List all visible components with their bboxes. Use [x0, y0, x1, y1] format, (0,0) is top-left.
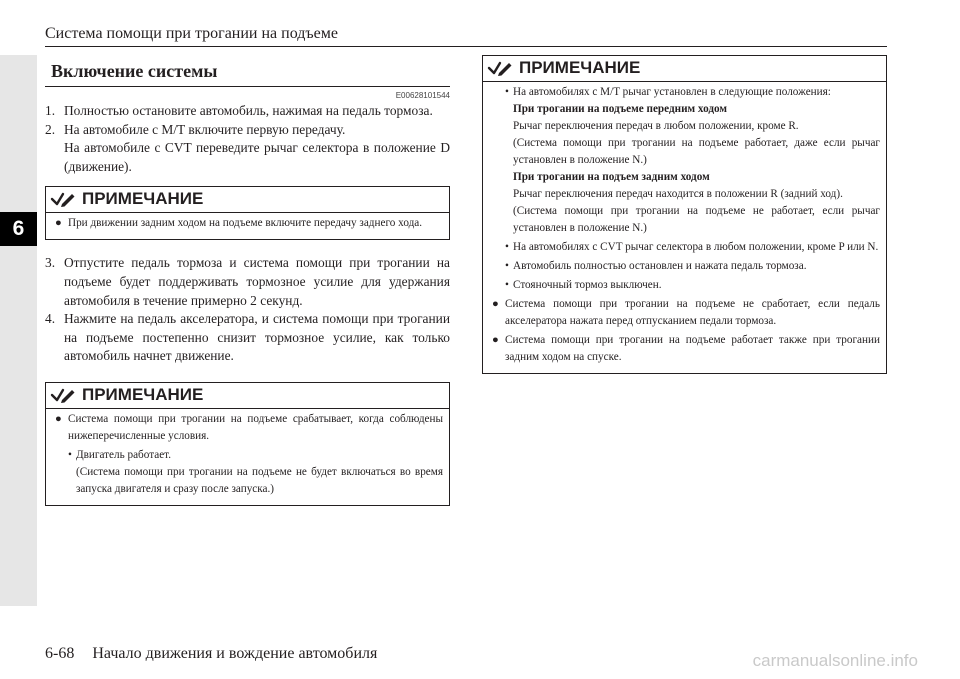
dot-icon: •: [68, 448, 72, 461]
note-label: ПРИМЕЧАНИЕ: [82, 189, 204, 209]
step-item: 3. Отпустите педаль тормоза и система помощи при трогании на подъеме будет поддерживать тормозное усилие для удержания автомобиля в течение примерно 2 секунд.: [45, 255, 450, 308]
step-item: 1. Полностью остановите автомобиль, нажимая на педаль тормоза.: [45, 103, 433, 118]
right-column: [482, 55, 887, 374]
bullet-icon: ●: [492, 334, 499, 346]
section-code: E00628101544: [395, 91, 450, 100]
bullet-icon: ●: [55, 412, 62, 425]
note-subitem: • Стояночный тормоз выключен.: [505, 277, 880, 294]
note-item: ● Система помощи при трогании на подъеме не сработает, если педаль акселератора нажата перед отпусканием педали тормоза.: [492, 296, 880, 330]
steps-list-2: [45, 254, 450, 366]
steps-list-1: [45, 102, 450, 176]
dot-icon: •: [505, 86, 509, 98]
note-subitem: • Автомобиль полностью остановлен и нажата педаль тормоза.: [505, 258, 880, 275]
note-item: ● При движении задним ходом на подъеме включите передачу заднего хода.: [55, 215, 443, 232]
note-subitem: • На автомобилях с M/T рычаг установлен в следующие положения: При трогании на подъеме передним ходом Рычаг переключения передач в любом положении, кроме R. (Система помощи при трогании на подъеме работает, даже если рычаг установлен в положение N.) При трогании на подъем задним ходом Рычаг переключения передач находится в положении R (задний ход). (Система помощи при трогании на подъеме не работает, если рычаг установлен в положение N.): [505, 84, 880, 237]
dot-icon: •: [505, 260, 509, 272]
dot-icon: •: [505, 241, 509, 253]
dot-icon: •: [505, 279, 509, 291]
note-subitem: • На автомобилях с CVT рычаг селектора в любом положении, кроме P или N.: [505, 239, 880, 256]
footer-chapter-title: Начало движения и вождение автомобиля: [92, 645, 378, 662]
running-header: Система помощи при трогании на подъеме: [45, 25, 338, 42]
watermark: carmanualsonline.info: [752, 651, 918, 670]
pencil-check-icon: [487, 60, 513, 76]
chapter-sidebar: [0, 55, 37, 606]
bullet-icon: ●: [55, 217, 62, 230]
left-column: [45, 55, 450, 506]
note-subitem: • Двигатель работает. (Система помощи при трогании на подъеме не будет включаться во время запуска двигателя и сразу после запуска.): [68, 447, 443, 498]
bullet-icon: ●: [492, 298, 499, 310]
chapter-tab: 6: [0, 212, 37, 246]
pencil-check-icon: [50, 191, 76, 207]
step-item: 2. На автомобиле с M/T включите первую передачу. На автомобиле с CVT переведите рычаг селектора в положение D (движение).: [45, 121, 450, 174]
note-box-1: [45, 186, 450, 240]
note-header: [46, 383, 449, 409]
pencil-check-icon: [50, 387, 76, 403]
note-item: ● Система помощи при трогании на подъеме срабатывает, когда соблюдены нижеперечисленные условия.: [55, 411, 443, 445]
step-item: 4. Нажмите на педаль акселератора, и система помощи при трогании на подъеме постепенно снизит тормозное усилие, как только автомобиль начнет движение.: [45, 311, 450, 364]
page-number: 6-68: [45, 645, 75, 662]
note-header: [483, 56, 886, 82]
section-title: Включение системы: [45, 55, 450, 87]
note-item: ● Система помощи при трогании на подъеме работает также при трогании задним ходом на спуске.: [492, 332, 880, 366]
header-rule: [45, 46, 887, 47]
note-box-3: [482, 55, 887, 374]
page-footer: [45, 645, 377, 663]
note-label: ПРИМЕЧАНИЕ: [82, 384, 204, 404]
note-label: ПРИМЕЧАНИЕ: [519, 58, 641, 77]
note-header: [46, 187, 449, 213]
note-box-2: [45, 382, 450, 506]
